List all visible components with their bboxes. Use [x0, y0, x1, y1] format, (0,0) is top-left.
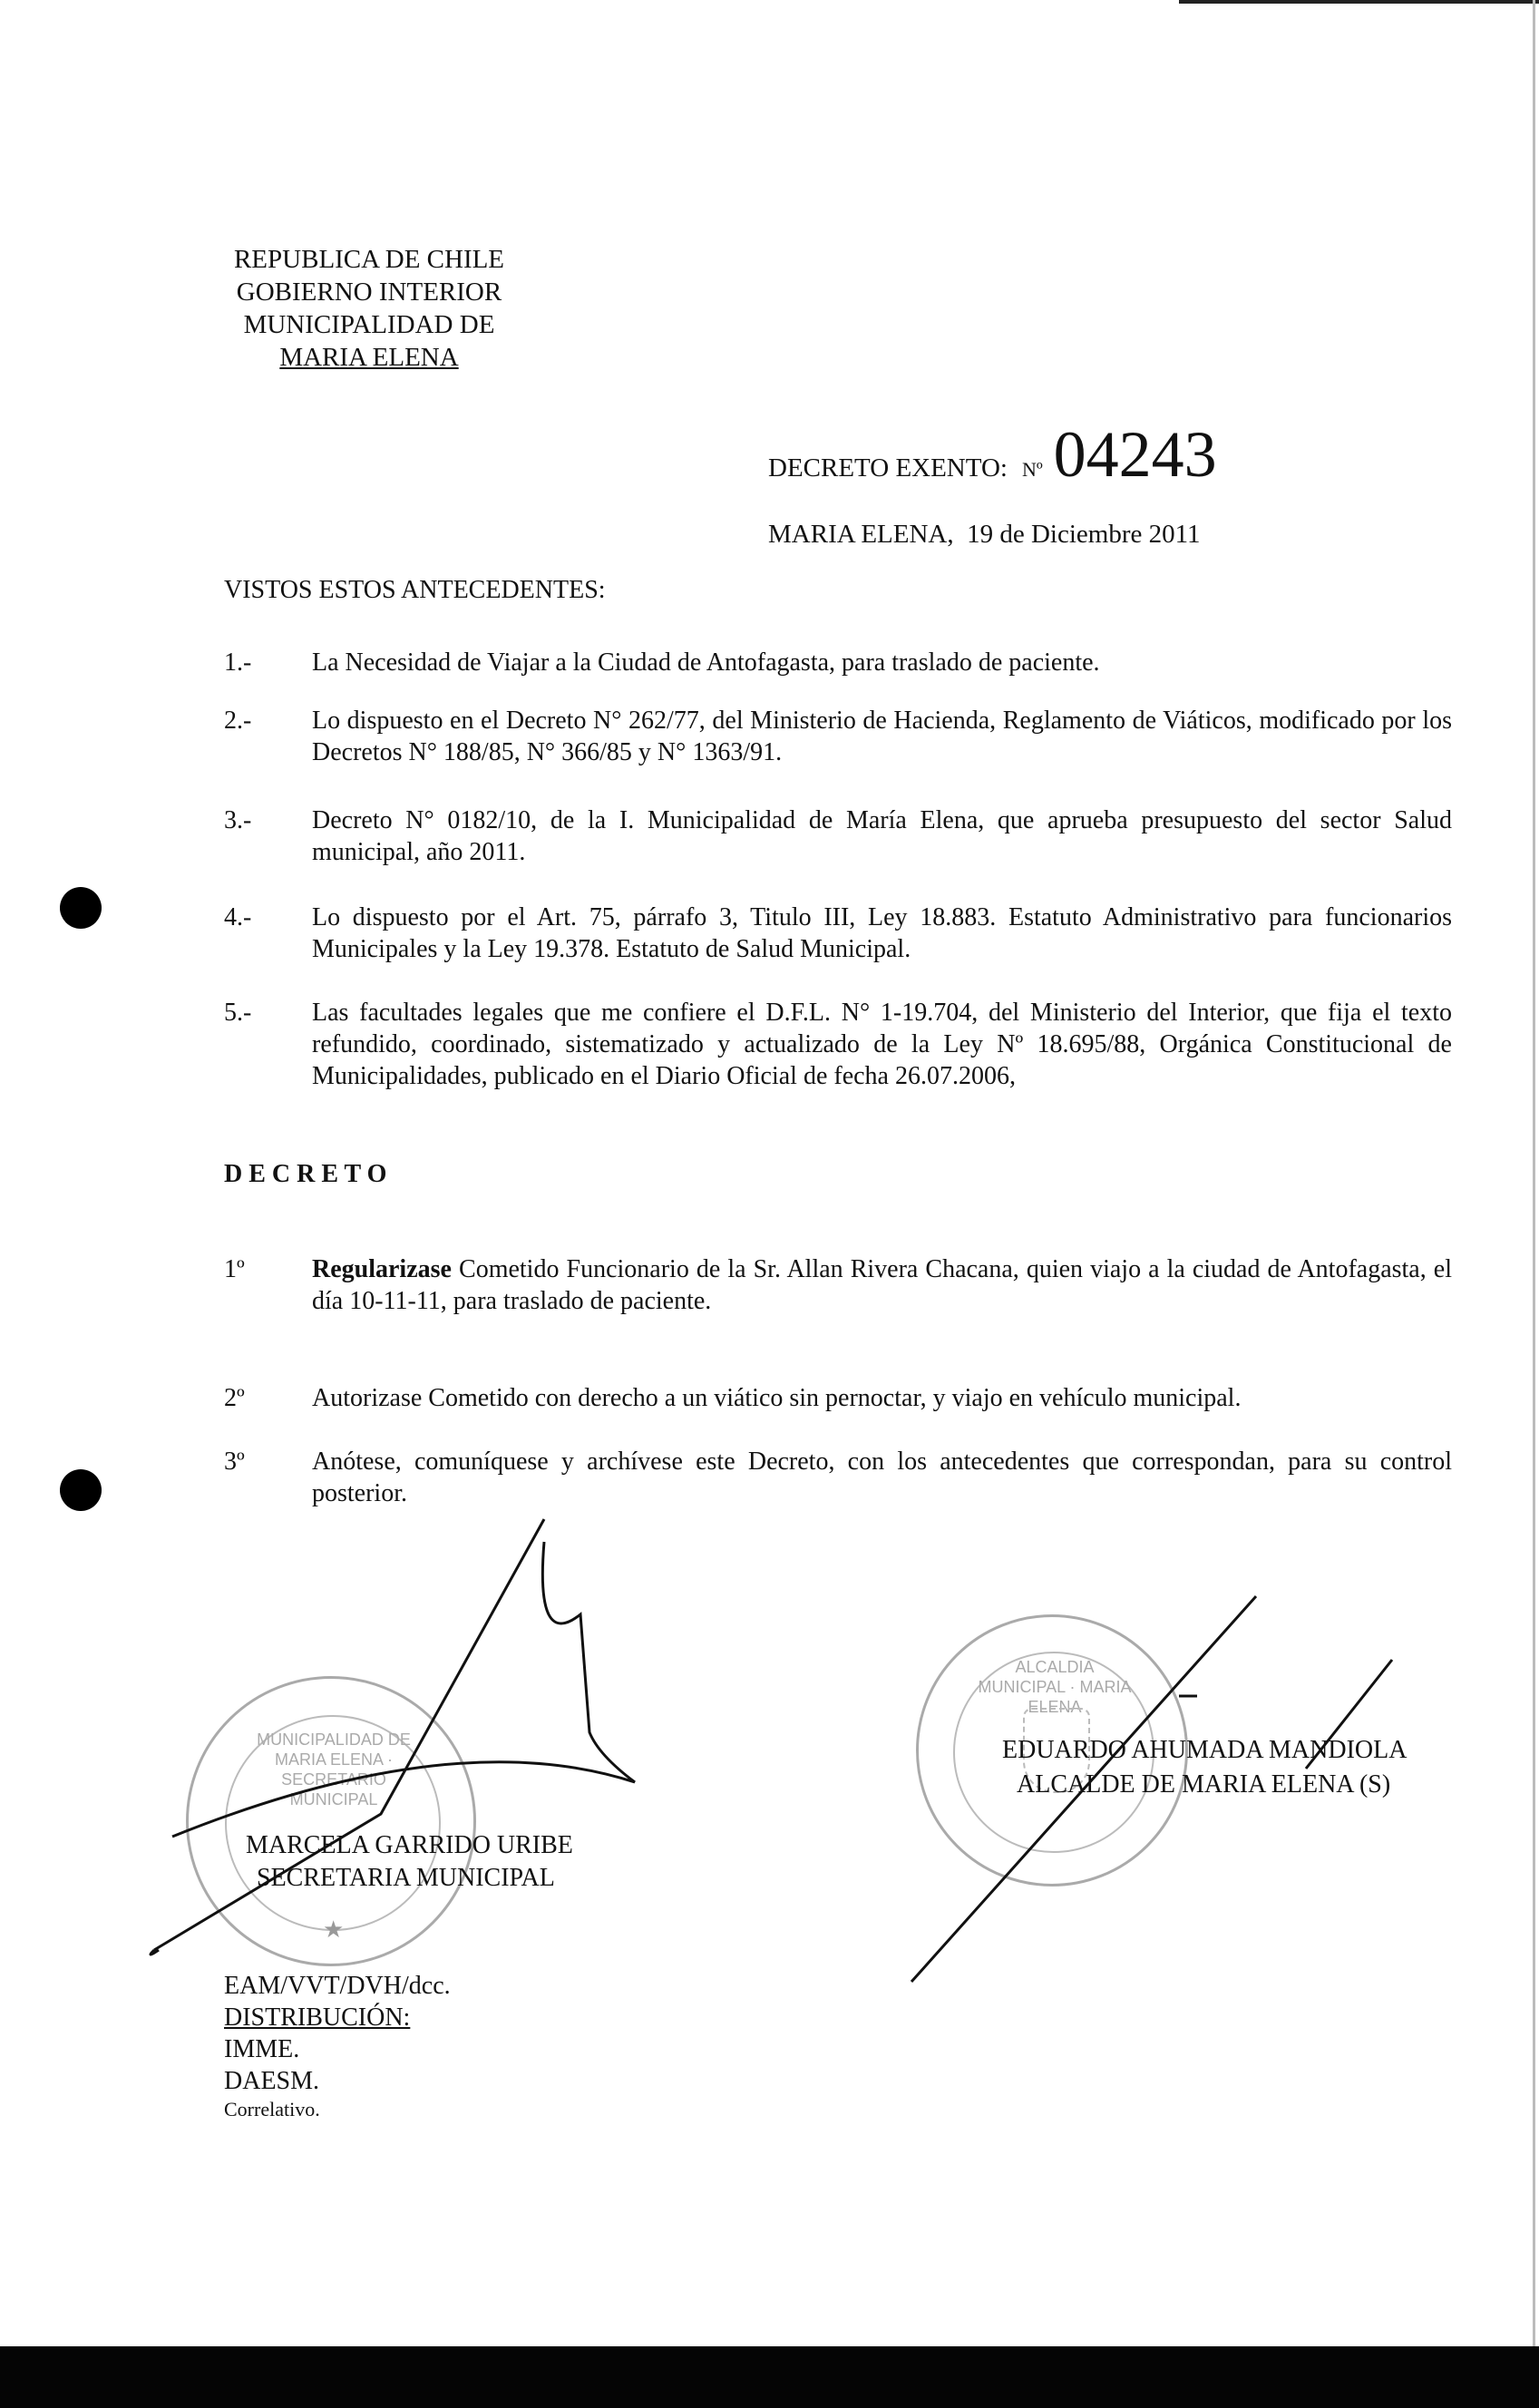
distribution-item: DAESM.	[224, 2067, 320, 2095]
distribution-block	[224, 1970, 451, 2122]
vistos-item: Lo dispuesto en el Decreto N° 262/77, del Ministerio de Hacienda, Reglamento de Viáticos, modificado por los Decretos N° 188/85, N° 366/85 y N° 1363/91.	[312, 707, 1452, 766]
signatory-name: EDUARDO AHUMADA MANDIOLA	[1002, 1736, 1408, 1764]
decreto-item: Autorizase Cometido con derecho a un viático sin pernoctar, y viajo en vehículo municipal.	[312, 1384, 1242, 1412]
decreto-item: Anótese, comuníquese y archívese este Decreto, con los antecedentes que correspondan, para su control posterior.	[312, 1448, 1452, 1507]
initials: EAM/VVT/DVH/dcc.	[224, 1972, 451, 2000]
distribution-item: IMME.	[224, 2035, 300, 2063]
signatory-title: ALCALDE DE MARIA ELENA (S)	[1017, 1770, 1391, 1799]
correlativo: Correlativo.	[224, 2098, 320, 2120]
letterhead-line: REPUBLICA DE CHILE	[233, 245, 505, 274]
vistos-item: Las facultades legales que me confiere el D.F.L. N° 1-19.704, del Ministerio del Interior, que fija el texto refundido, coordinado, sistematizado y actualizado de la Ley Nº 18.695/88, Orgánica Constitucional de Municipalidades, publicado en el Diario Oficial de fecha 26.07.2006,	[312, 999, 1452, 1090]
letterhead-line: MUNICIPALIDAD DE	[243, 310, 495, 339]
decreto-item-text: Cometido Funcionario de la Sr. Allan Rivera Chacana, quien viajo a la ciudad de Antofagasta, el día 10-11-11, para traslado de paciente.	[312, 1255, 1452, 1315]
left-signatory	[246, 1829, 573, 1895]
vistos-item: Decreto N° 0182/10, de la I. Municipalidad de María Elena, que aprueba presupuesto del sector Salud municipal, año 2011.	[312, 806, 1452, 866]
decreto-item-bold: Regularizase	[312, 1255, 452, 1283]
stamp-label: ALCALDIA MUNICIPAL · MARIA ELENA	[978, 1658, 1132, 1716]
vistos-num: 1.-	[224, 648, 252, 677]
vistos-item: Lo dispuesto por el Art. 75, párrafo 3, Titulo III, Ley 18.883. Estatuto Administrativo para funcionarios Municipales y la Ley 19.378. Estatuto de Salud Municipal.	[312, 903, 1452, 963]
decreto-num: 2º	[224, 1384, 245, 1412]
place-date: MARIA ELENA, 19 de Diciembre 2011	[768, 520, 1201, 549]
decreto-num: 1º	[224, 1255, 245, 1283]
decree-number: 04243	[1053, 418, 1217, 491]
number-label: Nº	[1021, 458, 1043, 481]
star-icon: ★	[323, 1916, 345, 1943]
signatory-name: MARCELA GARRIDO URIBE	[246, 1831, 573, 1859]
letterhead-line: MARIA ELENA	[279, 343, 459, 372]
vistos-title: VISTOS ESTOS ANTECEDENTES:	[224, 576, 606, 604]
right-signatory	[1002, 1733, 1407, 1802]
vistos-num: 3.-	[224, 806, 252, 834]
decreto-title: D E C R E T O	[224, 1160, 387, 1188]
decreto-num: 3º	[224, 1448, 245, 1476]
decree-label: DECRETO EXENTO:	[768, 453, 1008, 483]
vistos-num: 5.-	[224, 999, 252, 1027]
vistos-item: La Necesidad de Viajar a la Ciudad de Antofagasta, para traslado de paciente.	[312, 648, 1100, 677]
letterhead-line: GOBIERNO INTERIOR	[236, 278, 502, 307]
signatory-title: SECRETARIA MUNICIPAL	[257, 1864, 555, 1892]
stamp-label: MUNICIPALIDAD DE MARIA ELENA · SECRETARIO MUNICIPAL	[257, 1730, 411, 1808]
vistos-num: 4.-	[224, 903, 252, 931]
distribution-title: DISTRIBUCIÓN:	[224, 2003, 411, 2032]
vistos-num: 2.-	[224, 707, 252, 735]
